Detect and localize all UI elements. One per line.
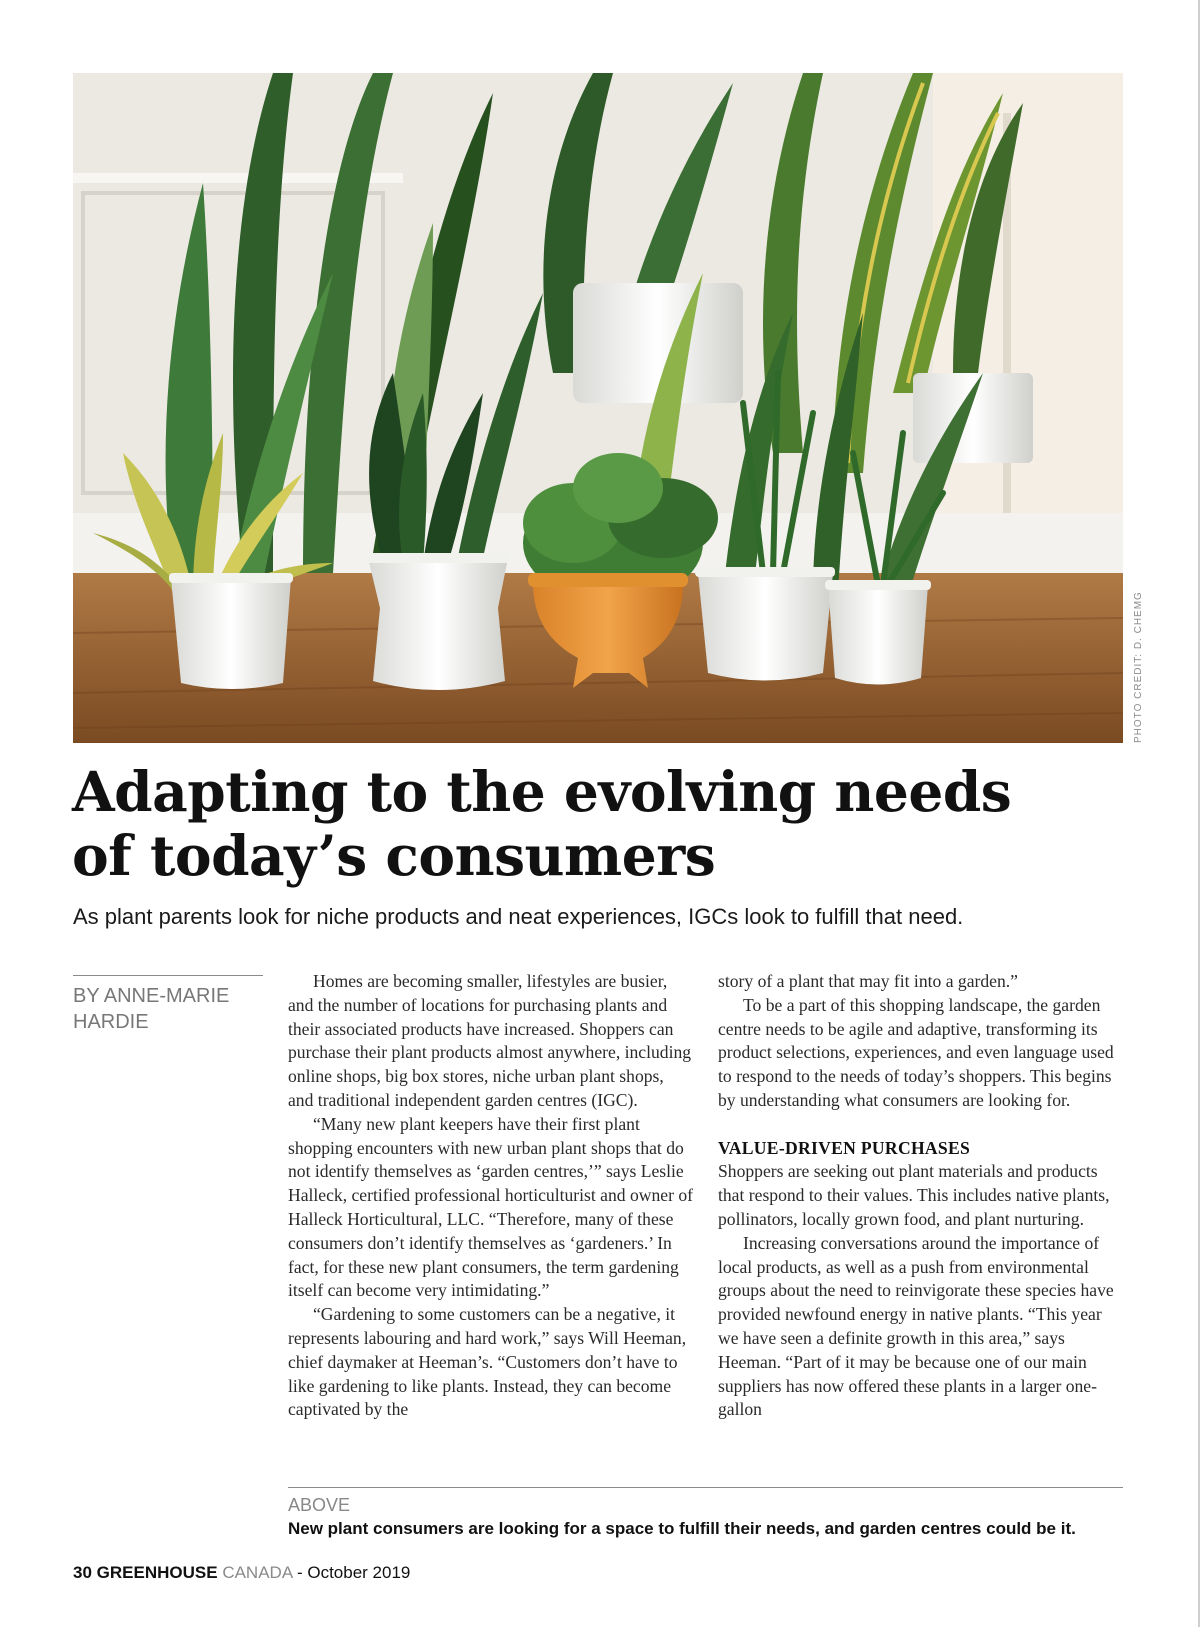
publication-name-b: CANADA — [222, 1563, 293, 1582]
article-deck: As plant parents look for niche products and neat experiences, IGCs look to fulfill that need. — [73, 904, 964, 929]
caption-text: New plant consumers are looking for a space to fulfill their needs, and garden centres could be it. — [288, 1519, 1076, 1538]
body-paragraph: “Gardening to some customers can be a negative, it represents labouring and hard work,” says Will Heeman, chief daymaker at Heeman’s. “Customers don’t have to like gardening to like plants. Instead, they can become captivated by the — [288, 1304, 687, 1420]
body-paragraph: Homes are becoming smaller, lifestyles are busier, and the number of locations for purchasing plants and their associated products have increased. Shoppers can purchase their plant products almost anywhere, including online shops, big box stores, niche urban plant shops, and traditional independent garden centres (IGC). — [288, 971, 692, 1110]
page-number: 30 — [73, 1563, 92, 1582]
article-photo — [73, 73, 1123, 743]
body-paragraph: To be a part of this shopping landscape, the garden centre needs to be agile and adaptive, transforming its product selections, experiences, and even language used to respond to the needs of today’s shoppers. This begins by understanding what consumers are looking for. — [718, 994, 1114, 1110]
headline-line-1: Adapting to the evolving needs — [72, 759, 1012, 824]
page-footer — [73, 1562, 410, 1584]
caption-rule — [288, 1487, 1123, 1488]
byline-line-1: BY ANNE-MARIE — [73, 985, 230, 1007]
section-subhead: VALUE-DRIVEN PURCHASES — [718, 1137, 971, 1158]
body-column-1 — [288, 970, 693, 1422]
byline-line-2: HARDIE — [73, 1011, 149, 1033]
article-headline — [72, 760, 1132, 888]
publication-name-a: GREENHOUSE — [96, 1563, 218, 1582]
body-paragraph: Shoppers are seeking out plant materials and products that respond to their values. This includes native plants, pollinators, locally grown food, and plant nurturing. — [718, 1161, 1110, 1229]
issue-date: October 2019 — [307, 1563, 411, 1582]
snake-plants-photo-icon — [73, 73, 1123, 743]
body-paragraph: “Many new plant keepers have their first plant shopping encounters with new urban plant shops that do not identify themselves as ‘garden centres,’” says Leslie Halleck, certified professional horticulturist and owner of Halleck Horticultural, LLC. “Therefore, many of these consumers don’t identify themselves as ‘gardeners.’ In fact, for these new plant consumers, the term gardening itself can become very intimidating.” — [288, 1113, 694, 1301]
caption-label: ABOVE — [288, 1495, 351, 1515]
headline-line-2: of today’s consumers — [72, 823, 716, 888]
byline — [73, 983, 273, 1035]
body-paragraph: Increasing conversations around the importance of local products, as well as a push from environmental groups about the need to reinvigorate these species have provided newfound energy in native plants. “This year we have seen a definite growth in this area,” says Heeman. “Part of it may be because one of our main suppliers has now offered these plants in a larger one-gallon — [718, 1232, 1114, 1420]
body-column-2 — [718, 970, 1123, 1422]
byline-rule — [73, 975, 263, 976]
body-paragraph-continued: story of a plant that may fit into a garden.” — [718, 971, 1018, 991]
photo-credit: PHOTO CREDIT: D. CHEMG — [1133, 591, 1144, 743]
footer-separator: - — [292, 1563, 308, 1582]
